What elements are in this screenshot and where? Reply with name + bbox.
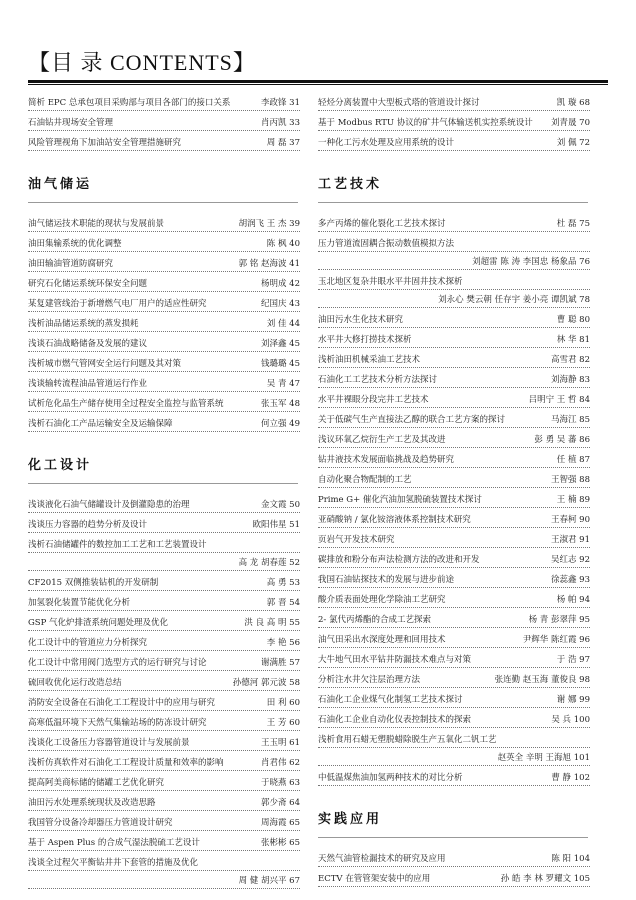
entry-title: 玉北地区复杂井眼水平井固井技术探析 [318,275,590,290]
entry-title: 油田输油管道防腐研究 [28,259,114,269]
section-rule [318,202,588,203]
section-heading [28,454,300,484]
section-heading [318,808,590,838]
toc-entry[interactable] [318,533,590,548]
entry-authors-page: 何立强 49 [260,419,300,429]
toc-entry[interactable] [28,696,300,711]
entry-title: 一种化工污水处理及应用系统的设计 [318,138,455,148]
toc-entry[interactable] [318,513,590,528]
toc-entry[interactable] [28,656,300,671]
entry-title: 油田污水生化技术研究 [318,315,404,325]
entry-authors-page: 谢 娜 99 [556,695,590,705]
entry-authors-page: 曹 聪 80 [556,315,590,325]
toc-entry[interactable] [318,237,590,270]
toc-entry[interactable] [318,771,590,786]
toc-entry[interactable] [318,553,590,568]
toc-entry[interactable] [28,498,300,513]
entry-title: 化工设计中的管道应力分析探究 [28,638,148,648]
toc-entry[interactable] [318,353,590,368]
entry-authors-page: 刘青晟 70 [550,118,590,128]
section-rule [28,202,298,203]
entry-title: 油田污水处理系统现状及改造思路 [28,798,156,808]
entry-title: 2- 氯代丙烯酯的合成工艺探索 [318,615,431,625]
toc-entry[interactable] [318,593,590,608]
entry-title: 高寒低温环境下天然气集输站场的防冻设计研究 [28,718,207,728]
entry-title: 浅谈压力容器的趋势分析及设计 [28,520,148,530]
toc-entry[interactable] [318,313,590,328]
toc-entry[interactable] [318,433,590,448]
entry-authors-page: 金文霞 50 [260,500,300,510]
toc-entry[interactable] [28,596,300,611]
toc-entry[interactable] [28,116,300,131]
toc-entry[interactable] [28,357,300,372]
toc-entry[interactable] [318,217,590,232]
toc-entry[interactable] [28,676,300,691]
section-heading [28,173,300,203]
entry-authors-page: 钱璐璐 45 [260,359,300,369]
entry-authors-page: 肖君伟 62 [260,758,300,768]
toc-entry[interactable] [318,713,590,728]
toc-entry[interactable] [28,377,300,392]
entry-title: 油田集输系统的优化调整 [28,239,122,249]
entry-authors-page: 郭 晋 54 [266,598,300,608]
entry-authors-page: 张彬彬 65 [260,838,300,848]
entry-title: 水平井大修打捞技术探析 [318,335,412,345]
toc-entry[interactable] [28,136,300,151]
entry-authors-page: 周 磊 37 [266,138,300,148]
toc-entry[interactable] [318,573,590,588]
entry-title: 硫回收优化运行改造总结 [28,678,122,688]
toc-entry[interactable] [28,217,300,232]
entry-title: 页岩气开发技术研究 [318,535,395,545]
entry-authors-page: 杨 青 彭翠萍 95 [528,615,590,625]
entry-title: 中低温煤焦油加氢两种技术的对比分析 [318,773,463,783]
toc-entry[interactable] [28,756,300,771]
toc-entry[interactable] [28,716,300,731]
toc-entry[interactable] [318,373,590,388]
entry-title: 浅析油田机械采油工艺技术 [318,355,421,365]
toc-entry[interactable] [28,277,300,292]
toc-entry[interactable] [28,576,300,591]
entry-title: 浅析仿真软件对石油化工工程设计质量和效率的影响 [28,758,224,768]
entry-title: ECTV 在管管架安装中的应用 [318,874,431,884]
toc-entry[interactable] [28,538,300,571]
entry-title: 石油化工企业自动化仪表控制技术的探索 [318,715,472,725]
title-rule-thin [28,84,608,85]
toc-entry[interactable] [318,96,590,111]
entry-authors-page: 杜 磊 75 [556,219,590,229]
entry-authors-page: 马海江 85 [550,415,590,425]
toc-entry[interactable] [318,693,590,708]
entry-title: 石油化工企业煤气化制氢工艺技术探讨 [318,695,463,705]
toc-entry[interactable] [28,616,300,631]
entry-title: 简析 EPC 总承包项目采购部与项目各部门的接口关系 [28,98,231,108]
entry-authors-page: 洪 良 高 明 55 [244,618,300,628]
entry-authors-page: 李 艳 56 [266,638,300,648]
toc-entry[interactable] [28,736,300,751]
entry-title: 试析危化品生产储存使用全过程安全监控与监管系统 [28,399,224,409]
toc-entry[interactable] [28,518,300,533]
entry-title: 浅议环氧乙烷衍生产工艺及其改进 [318,435,446,445]
entry-authors-page: 王玉明 61 [260,738,300,748]
entry-authors-page: 郭 铭 赵海波 41 [238,259,300,269]
entry-title: Prime G+ 催化汽油加氢脱硫装置技术探讨 [318,495,482,505]
toc-entry[interactable] [28,636,300,651]
entry-authors-page: 高 勇 53 [266,578,300,588]
entry-title: 浅谈输转流程油品管道运行作业 [28,379,148,389]
entry-title: 碳排放和粉分布声法检测方法的改进和开发 [318,555,480,565]
toc-entry[interactable] [318,852,590,867]
entry-authors-page: 纪国庆 43 [260,299,300,309]
entry-authors-page: 王淑君 91 [550,535,590,545]
entry-title: 水平井裸眼分段完井工艺技术 [318,395,429,405]
toc-entry[interactable] [318,673,590,688]
toc-entry[interactable] [28,96,300,111]
entry-authors-page: 彭 勇 吴 蕃 86 [534,435,590,445]
entry-authors-page: 徐蕊鑫 93 [550,575,590,585]
section-heading [318,173,590,203]
entry-authors-page: 吴红志 92 [550,555,590,565]
entry-authors-page: 孙德河 郭元波 58 [232,678,300,688]
entry-title: 多产丙烯的催化裂化工艺技术探讨 [318,219,446,229]
entry-authors-page: 陈 枫 40 [266,239,300,249]
section-rule [28,483,298,484]
toc-entry[interactable] [318,633,590,648]
entry-authors-page: 林 华 81 [556,335,590,345]
toc-entry[interactable] [318,453,590,468]
entry-title: 加氢裂化装置节能优化分析 [28,598,131,608]
entry-authors-page: 张连勤 赵玉海 董俊良 98 [494,675,590,685]
toc-entry[interactable] [28,796,300,811]
entry-authors-page: 王春柯 90 [550,515,590,525]
toc-entry[interactable] [28,816,300,831]
entry-authors-page: 李政锋 31 [260,98,300,108]
entry-authors-page: 谢满胜 57 [260,658,300,668]
entry-title: 油气储运技术职能的现状与发展前景 [28,219,165,229]
entry-title: 石油化工工艺技术分析方法探讨 [318,375,438,385]
entry-title: 提高阿美商标储的储罐工艺优化研究 [28,778,165,788]
toc-entry[interactable] [318,393,590,408]
toc-entry[interactable] [28,776,300,791]
toc-entry[interactable] [318,116,590,131]
entry-title: 浅析石油储罐件的数控加工工艺和工艺装置设计 [28,538,300,553]
toc-entry[interactable] [28,856,300,889]
toc-entry[interactable] [318,136,590,151]
entry-title: CF2015 双侧推装钻机的开发研制 [28,578,159,588]
entry-title: 酸介质表面处理化学除油工艺研究 [318,595,446,605]
entry-authors-page: 周 健 胡兴平 67 [28,874,300,889]
entry-title: 大牛地气田水平钻井防漏技术难点与对策 [318,655,472,665]
left-column [28,96,300,894]
toc-entry[interactable] [318,613,590,628]
entry-title: 亚硝酸钠 / 氯化铵溶液体系控制技术研究 [318,515,471,525]
entry-title: 消防安全设备在石油化工工程设计中的应用与研究 [28,698,216,708]
toc-entry[interactable] [28,836,300,851]
entry-authors-page: 杨 帕 94 [556,595,590,605]
toc-entry[interactable] [318,872,590,887]
entry-authors-page: 刘永心 樊云朝 任存宇 姜小亮 谭凯斌 78 [318,293,590,308]
entry-authors-page: 王智强 88 [550,475,590,485]
entry-title: GSP 气化炉排渣系统问题处理及优化 [28,618,169,628]
entry-title: 浅析石油化工产品运输安全及运输保障 [28,419,173,429]
entry-authors-page: 杨明成 42 [260,279,300,289]
entry-authors-page: 吴 青 47 [266,379,300,389]
toc-entry[interactable] [28,297,300,312]
entry-authors-page: 曹 静 102 [551,773,590,783]
entry-title: 分析注水井欠注层治理方法 [318,675,421,685]
entry-title: 关于低碳气生产直接法乙醇的联合工艺方案的探讨 [318,415,506,425]
entry-title: 油气田采出水深度处理和回用技术 [318,635,446,645]
entry-title: 基于 Aspen Plus 的合成气湿法脱硫工艺设计 [28,838,200,848]
entry-authors-page: 陈 阳 104 [551,854,590,864]
entry-title: 浅析油品储运系统的蒸发损耗 [28,319,139,329]
toc-entry[interactable] [318,493,590,508]
entry-title: 浅谈全过程欠平衡钻井井下套管的措施及优化 [28,856,300,871]
entry-title: 轻烃分离装置中大型板式塔的管道设计探讨 [318,98,480,108]
entry-title: 浅析城市燃气管网安全运行问题及其对策 [28,359,182,369]
toc-entry[interactable] [28,417,300,432]
entry-authors-page: 张玉军 48 [260,399,300,409]
entry-authors-page: 吴 兵 100 [551,715,590,725]
entry-authors-page: 于 浩 97 [556,655,590,665]
entry-title: 天然气油管检漏技术的研究及应用 [318,854,446,864]
page-title: 【目 录 CONTENTS】 [28,50,256,75]
entry-authors-page: 孙 皓 李 林 罗耀文 105 [500,874,590,884]
toc-entry[interactable] [318,733,590,766]
entry-authors-page: 刘 佳 44 [266,319,300,329]
section-title: 工艺技术 [318,177,383,192]
entry-title: 钻井液技术发展面临挑战及趋势研究 [318,455,455,465]
entry-authors-page: 肖丙凯 33 [260,118,300,128]
section-title: 油气储运 [28,177,93,192]
entry-authors-page: 胡润飞 王 杰 39 [238,219,300,229]
toc-entry[interactable] [318,275,590,308]
toc-entry[interactable] [28,397,300,412]
entry-title: 压力管道流固耦合振动数值模拟方法 [318,237,590,252]
entry-authors-page: 任 植 87 [556,455,590,465]
entry-title: 某复建管线治于新增燃气电厂用户的适应性研究 [28,299,207,309]
entry-authors-page: 赵英全 辛明 王海旭 101 [318,751,590,766]
entry-title: 基于 Modbus RTU 协议的矿井气体输送机实控系统设计 [318,118,533,128]
entry-authors-page: 王 芳 60 [266,718,300,728]
section-title: 化工设计 [28,458,93,473]
right-column [318,96,590,892]
entry-authors-page: 刘 佩 72 [556,138,590,148]
entry-authors-page: 凯 璇 68 [556,98,590,108]
toc-entry[interactable] [318,413,590,428]
title-rule-thick [28,80,608,83]
entry-title: 我国管分设备冷却器压力管道设计研究 [28,818,173,828]
entry-authors-page: 周海霞 65 [260,818,300,828]
entry-authors-page: 吕明宁 王 哲 84 [528,395,590,405]
entry-title: 浅谈石油战略储备及发展的建议 [28,339,148,349]
toc-entry[interactable] [318,473,590,488]
toc-entry[interactable] [318,333,590,348]
entry-authors-page: 王 楠 89 [556,495,590,505]
entry-authors-page: 刘海静 83 [550,375,590,385]
entry-title: 浅谈液化石油气储罐设计及倒灌隐患的治理 [28,500,190,510]
entry-title: 石油钻井现场安全管理 [28,118,114,128]
entry-title: 浅谈化工设备压力容器管道设计与发展前景 [28,738,190,748]
section-title: 实践应用 [318,812,383,827]
toc-entry[interactable] [28,337,300,352]
entry-title: 化工设计中常用阀门选型方式的运行研究与讨论 [28,658,207,668]
entry-title: 自动化聚合物配制的工艺 [318,475,412,485]
entry-authors-page: 刘泽鑫 45 [260,339,300,349]
toc-entry[interactable] [28,237,300,252]
entry-authors-page: 尹辉华 陈红霞 96 [522,635,590,645]
entry-authors-page: 刘超雷 陈 涛 李国忠 杨象品 76 [318,255,590,270]
entry-authors-page: 欧阳伟星 51 [252,520,300,530]
entry-authors-page: 田 利 60 [266,698,300,708]
entry-authors-page: 高雪君 82 [550,355,590,365]
toc-entry[interactable] [28,257,300,272]
entry-title: 浅析食用石蜡无塑脱蜡除脱生产五氧化二钒工艺 [318,733,590,748]
entry-title: 我国石油钻探技术的发展与进步前途 [318,575,455,585]
entry-authors-page: 于晓燕 63 [260,778,300,788]
toc-entry[interactable] [28,317,300,332]
entry-title: 研究石化储运系统环保安全问题 [28,279,148,289]
entry-title: 风险管理视角下加油站安全管理措施研究 [28,138,182,148]
section-rule [318,837,588,838]
entry-authors-page: 郭少斋 64 [260,798,300,808]
toc-entry[interactable] [318,653,590,668]
entry-authors-page: 高 龙 胡春莲 52 [28,556,300,571]
